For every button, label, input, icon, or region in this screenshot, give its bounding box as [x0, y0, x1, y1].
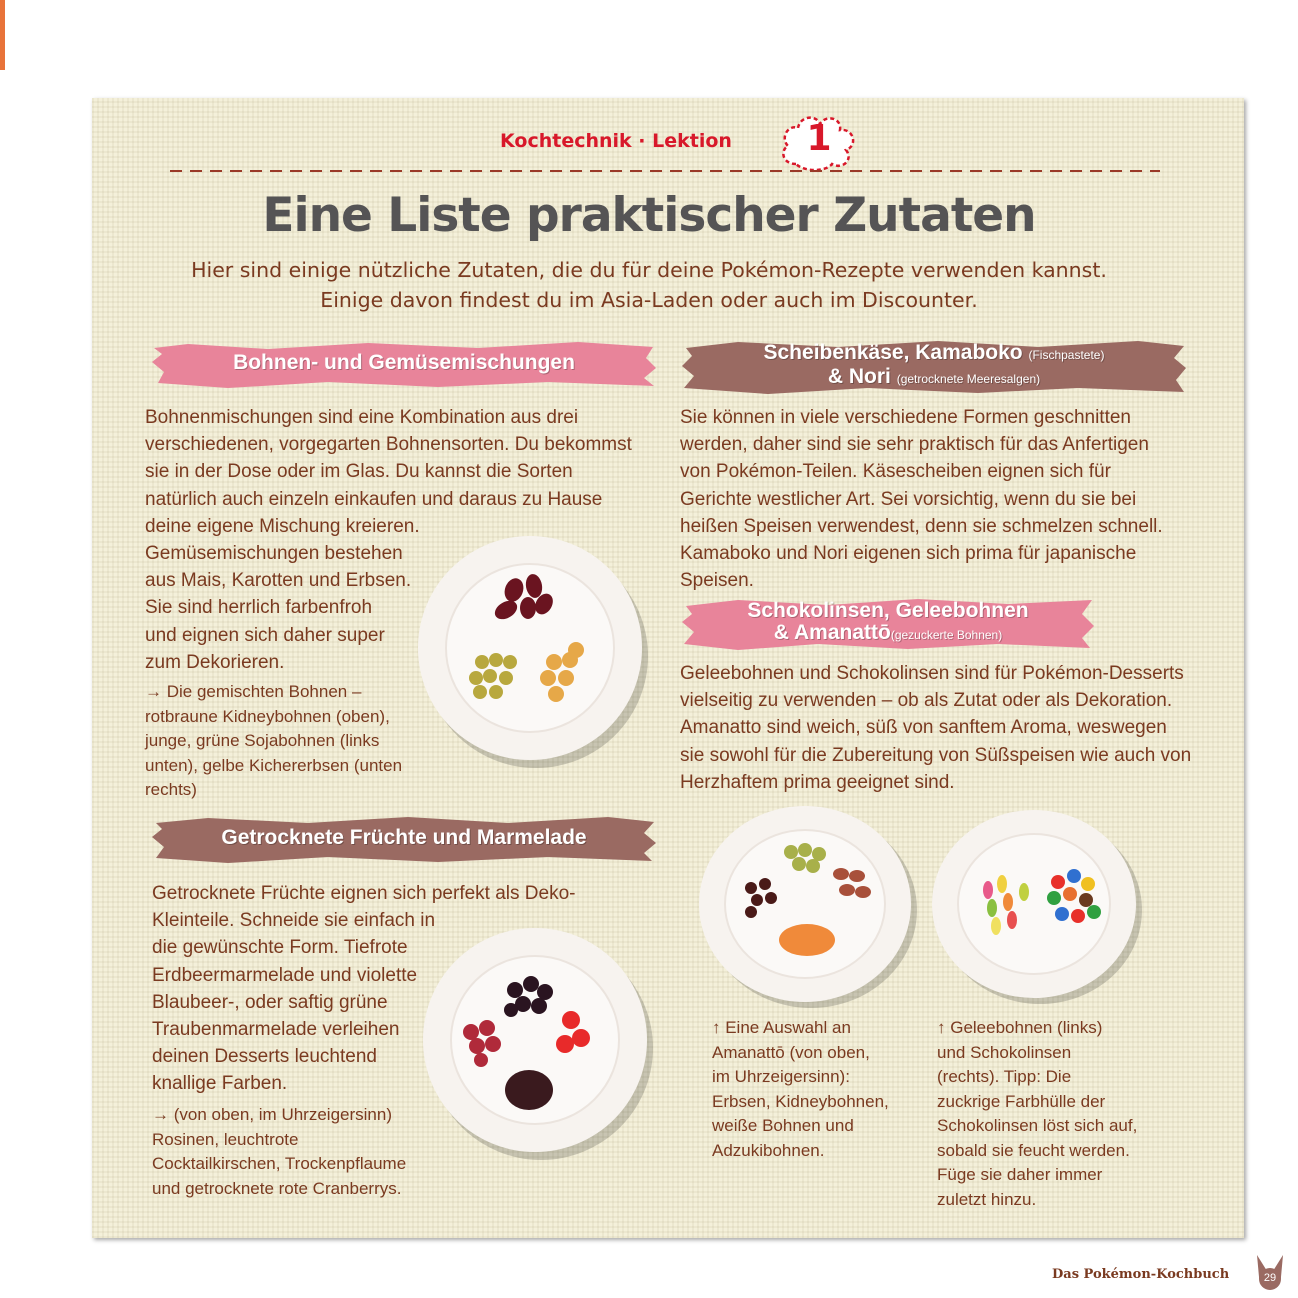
lesson-label: Kochtechnik · Lektion: [500, 130, 732, 152]
fruits-plate-image: [415, 920, 655, 1160]
heading-banner-fruits: [148, 815, 660, 865]
heading-beans: Bohnen- und Gemüsemischungen: [233, 351, 575, 374]
page-title: Eine Liste praktischer Zutaten: [262, 188, 1036, 243]
jellybean-plate-image: [930, 808, 1150, 1008]
body-sweets: Geleebohnen und Schokolinsen sind für Pokémon-Desserts vielseitig zu verwenden – ob als Zutat oder als Dekoration. Amanatto sind weich, süß von sanftem Aroma, weswegen sie sowohl für die Zubereitung von Süßspeisen wie auch von Herzhaftem prima geeignet sind.: [680, 663, 1192, 793]
heading-banner-cheese: [678, 338, 1190, 396]
body-cheese: Sie können in viele verschiedene Formen geschnitten werden, daher sind sie sehr praktisch für das Anfertigen von Pokémon-Teilen. Käsescheiben eignen sich für Gerichte westlicher Art. Sei vorsichtig, wenn du sie bei heißen Speisen verwendest, denn sie schmelzen schnell. Kamaboko und Nori eigenen sich prima für japanische Speisen.: [680, 407, 1163, 592]
amanatto-plate-image: [695, 800, 925, 1010]
page-edge-mark: [0, 0, 5, 70]
heading-banner-beans: [148, 340, 660, 390]
intro-line-2: Einige davon findest du im Asia-Laden oder auch im Discounter.: [320, 288, 978, 312]
heading-sweets: Schokolinsen, Geleebohnen & Amanattō(gezuckerte Bohnen): [747, 599, 1029, 644]
heading-cheese: Scheibenkäse, Kamaboko (Fischpastete) & Nori (getrocknete Meeresalgen): [763, 341, 1105, 388]
beans-plate-image: [410, 528, 650, 768]
lesson-number: 1: [806, 118, 832, 159]
caption-amanatto: ↑ Eine Auswahl an Amanattō (von oben, im Uhrzeigersinn): Erbsen, Kidneybohnen, weiße Bohnen und Adzukibohnen.: [712, 1018, 889, 1160]
page-number: 29: [1263, 1272, 1277, 1284]
lesson-number-badge: [778, 112, 860, 172]
heading-fruits: Getrocknete Früchte und Marmelade: [221, 826, 587, 849]
caption-beans: → Die gemischten Bohnen – rotbraune Kidneybohnen (oben), junge, grüne Sojabohnen (links unten), gelbe Kichererbsen (unten rechts): [145, 682, 403, 799]
caption-jellybeans: ↑ Geleebohnen (links) und Schokolinsen (rechts). Tipp: Die zuckrige Farbhülle der Schokolinsen löst sich auf, sobald sie feucht werden. Füge sie daher immer zuletzt hinzu.: [937, 1018, 1138, 1209]
heading-banner-sweets: [678, 596, 1098, 652]
body-beans: Bohnenmischungen sind eine Kombination aus drei verschiedenen, vorgegarten Bohnensorten. Du bekommst sie in der Dose oder im Glas. Du kannst die Sorten natürlich auch einzeln einkaufen und daraus zu Hause deine eigene Mischung kreieren. Gemüsemischungen bestehen aus Mais, Karotten und Erbsen. Sie sind herrlich farbenfroh und eignen sich daher super zum Dekorieren.: [145, 407, 632, 673]
page-number-badge: [1253, 1253, 1287, 1293]
intro-line-1: Hier sind einige nützliche Zutaten, die du für deine Pokémon-Rezepte verwenden kannst.: [191, 258, 1107, 282]
book-title: Das Pokémon-Kochbuch: [1052, 1267, 1230, 1282]
dashed-divider: [170, 165, 1160, 177]
body-fruits: Getrocknete Früchte eignen sich perfekt als Deko- Kleinteile. Schneide sie einfach in die gewünschte Form. Tiefrote Erdbeermarmelade und violette Blaubeer-, oder saftig grüne Traubenmarmelade verleihen deinen Desserts leuchtend knallige Farben.: [152, 883, 576, 1095]
caption-fruits: → (von oben, im Uhrzeigersinn) Rosinen, leuchtrote Cocktailkirschen, Trockenpflaume und getrocknete rote Cranberrys.: [152, 1105, 407, 1198]
